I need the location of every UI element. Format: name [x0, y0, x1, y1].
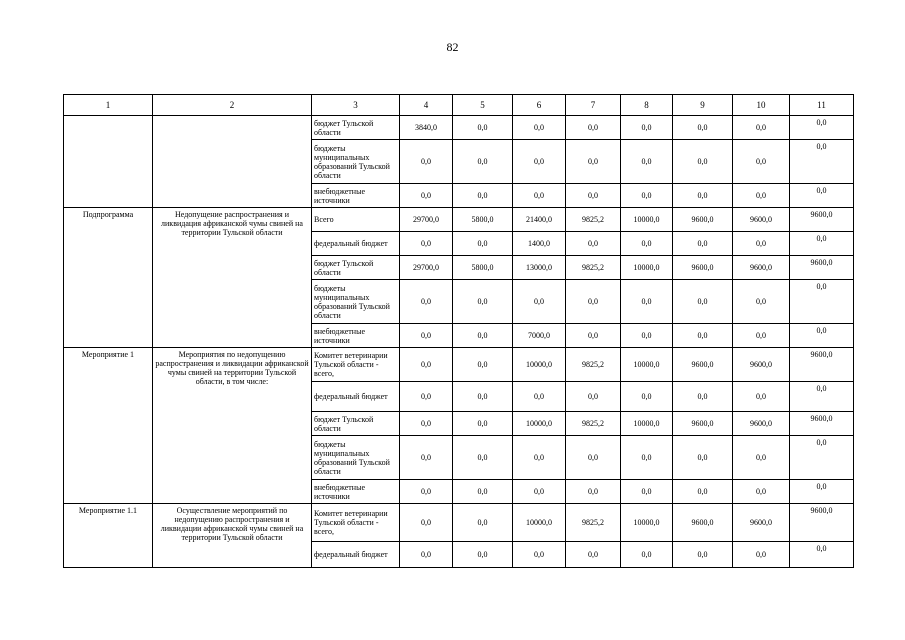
value-cell: 9600,0: [733, 412, 790, 436]
column-header: 1: [64, 95, 153, 116]
value-cell: 0,0: [790, 280, 854, 324]
value-cell: 10000,0: [621, 348, 673, 382]
value-cell: 0,0: [621, 324, 673, 348]
value-cell: 9825,2: [566, 504, 621, 542]
value-cell: 9600,0: [733, 348, 790, 382]
funding-source: внебюджетные источники: [312, 324, 400, 348]
value-cell: 0,0: [513, 184, 566, 208]
value-cell: 7000,0: [513, 324, 566, 348]
column-header: 3: [312, 95, 400, 116]
value-cell: 9600,0: [790, 348, 854, 382]
value-cell: 0,0: [453, 542, 513, 568]
header-row: [64, 95, 854, 116]
row-group-description: Мероприятия по недопущению распространения и ликвидации африканской чумы свиней на территории Тульской области, в том числе:: [153, 348, 312, 504]
value-cell: 9600,0: [790, 256, 854, 280]
value-cell: 0,0: [733, 436, 790, 480]
value-cell: 9600,0: [790, 504, 854, 542]
value-cell: 0,0: [673, 382, 733, 412]
column-header: 10: [733, 95, 790, 116]
column-header: 4: [400, 95, 453, 116]
row-group-label: Подпрограмма: [64, 208, 153, 348]
funding-source: бюджет Тульской области: [312, 412, 400, 436]
value-cell: 0,0: [400, 280, 453, 324]
value-cell: 9825,2: [566, 348, 621, 382]
row-group-label: [64, 116, 153, 208]
value-cell: 0,0: [453, 116, 513, 140]
value-cell: 0,0: [400, 348, 453, 382]
value-cell: 5800,0: [453, 208, 513, 232]
value-cell: 0,0: [566, 280, 621, 324]
value-cell: 0,0: [790, 184, 854, 208]
table-row: [64, 208, 854, 232]
value-cell: 0,0: [566, 436, 621, 480]
value-cell: 0,0: [513, 382, 566, 412]
value-cell: 29700,0: [400, 208, 453, 232]
value-cell: 0,0: [790, 140, 854, 184]
row-group-label: Мероприятие 1.1: [64, 504, 153, 568]
value-cell: 0,0: [566, 184, 621, 208]
funding-source: Комитет ветеринарии Тульской области - всего,: [312, 348, 400, 382]
value-cell: 9600,0: [673, 208, 733, 232]
value-cell: 0,0: [400, 542, 453, 568]
value-cell: 0,0: [513, 140, 566, 184]
value-cell: 0,0: [513, 280, 566, 324]
value-cell: 0,0: [790, 542, 854, 568]
table-row: [64, 504, 854, 542]
row-group-description: [153, 116, 312, 208]
funding-source: бюджеты муниципальных образований Тульской области: [312, 140, 400, 184]
value-cell: 0,0: [733, 232, 790, 256]
value-cell: 0,0: [673, 324, 733, 348]
column-header: 7: [566, 95, 621, 116]
column-header: 9: [673, 95, 733, 116]
value-cell: 0,0: [673, 436, 733, 480]
value-cell: 9825,2: [566, 256, 621, 280]
value-cell: 9825,2: [566, 412, 621, 436]
value-cell: 0,0: [733, 140, 790, 184]
value-cell: 0,0: [621, 232, 673, 256]
value-cell: 0,0: [566, 480, 621, 504]
value-cell: 13000,0: [513, 256, 566, 280]
value-cell: 0,0: [790, 382, 854, 412]
value-cell: 0,0: [453, 480, 513, 504]
value-cell: 0,0: [621, 280, 673, 324]
value-cell: 0,0: [453, 436, 513, 480]
column-header: 8: [621, 95, 673, 116]
value-cell: 9600,0: [673, 348, 733, 382]
value-cell: 10000,0: [621, 504, 673, 542]
table-row: [64, 116, 854, 140]
column-header: 11: [790, 95, 854, 116]
value-cell: 3840,0: [400, 116, 453, 140]
value-cell: 0,0: [400, 184, 453, 208]
table-row: [64, 348, 854, 382]
value-cell: 10000,0: [513, 504, 566, 542]
value-cell: 0,0: [790, 480, 854, 504]
value-cell: 0,0: [621, 542, 673, 568]
value-cell: 0,0: [453, 324, 513, 348]
funding-source: федеральный бюджет: [312, 382, 400, 412]
budget-table: [63, 94, 854, 568]
value-cell: 0,0: [453, 232, 513, 256]
value-cell: 0,0: [566, 382, 621, 412]
value-cell: 0,0: [790, 116, 854, 140]
value-cell: 9600,0: [673, 256, 733, 280]
value-cell: 10000,0: [513, 348, 566, 382]
row-group-description: Недопущение распространения и ликвидация африканской чумы свиней на территории Тульской области: [153, 208, 312, 348]
value-cell: 21400,0: [513, 208, 566, 232]
value-cell: 9600,0: [790, 208, 854, 232]
funding-source: бюджеты муниципальных образований Тульской области: [312, 280, 400, 324]
value-cell: 0,0: [566, 140, 621, 184]
value-cell: 10000,0: [621, 412, 673, 436]
funding-source: Всего: [312, 208, 400, 232]
column-header: 5: [453, 95, 513, 116]
column-header: 6: [513, 95, 566, 116]
value-cell: 9600,0: [673, 412, 733, 436]
value-cell: 0,0: [453, 412, 513, 436]
value-cell: 0,0: [400, 504, 453, 542]
value-cell: 0,0: [673, 232, 733, 256]
value-cell: 9600,0: [733, 256, 790, 280]
value-cell: 0,0: [733, 116, 790, 140]
value-cell: 0,0: [513, 116, 566, 140]
value-cell: 0,0: [673, 140, 733, 184]
value-cell: 0,0: [400, 232, 453, 256]
value-cell: 0,0: [673, 116, 733, 140]
value-cell: 9825,2: [566, 208, 621, 232]
value-cell: 0,0: [513, 542, 566, 568]
value-cell: 0,0: [621, 382, 673, 412]
value-cell: 10000,0: [621, 256, 673, 280]
page-number: 82: [446, 40, 459, 54]
row-group-label: Мероприятие 1: [64, 348, 153, 504]
value-cell: 29700,0: [400, 256, 453, 280]
value-cell: 9600,0: [733, 504, 790, 542]
column-header: 2: [153, 95, 312, 116]
funding-source: федеральный бюджет: [312, 232, 400, 256]
funding-source: внебюджетные источники: [312, 480, 400, 504]
value-cell: 0,0: [400, 412, 453, 436]
value-cell: 5800,0: [453, 256, 513, 280]
value-cell: 0,0: [733, 280, 790, 324]
value-cell: 0,0: [621, 140, 673, 184]
funding-source: федеральный бюджет: [312, 542, 400, 568]
value-cell: 0,0: [673, 184, 733, 208]
value-cell: 10000,0: [513, 412, 566, 436]
value-cell: 0,0: [400, 480, 453, 504]
value-cell: 0,0: [400, 324, 453, 348]
value-cell: 10000,0: [621, 208, 673, 232]
value-cell: 0,0: [673, 280, 733, 324]
value-cell: 0,0: [733, 184, 790, 208]
value-cell: 0,0: [621, 436, 673, 480]
value-cell: 0,0: [513, 480, 566, 504]
value-cell: 0,0: [453, 140, 513, 184]
value-cell: 1400,0: [513, 232, 566, 256]
value-cell: 0,0: [566, 232, 621, 256]
funding-source: бюджет Тульской области: [312, 116, 400, 140]
value-cell: 0,0: [400, 382, 453, 412]
value-cell: 9600,0: [673, 504, 733, 542]
value-cell: 0,0: [733, 324, 790, 348]
value-cell: 0,0: [673, 542, 733, 568]
value-cell: 0,0: [400, 140, 453, 184]
value-cell: 0,0: [673, 480, 733, 504]
value-cell: 0,0: [453, 504, 513, 542]
value-cell: 0,0: [790, 232, 854, 256]
funding-source: бюджет Тульской области: [312, 256, 400, 280]
value-cell: 0,0: [400, 436, 453, 480]
value-cell: 0,0: [453, 348, 513, 382]
value-cell: 0,0: [621, 184, 673, 208]
value-cell: 9600,0: [733, 208, 790, 232]
value-cell: 0,0: [453, 280, 513, 324]
funding-source: Комитет ветеринарии Тульской области - всего,: [312, 504, 400, 542]
value-cell: 0,0: [790, 324, 854, 348]
value-cell: 0,0: [621, 480, 673, 504]
value-cell: 0,0: [566, 116, 621, 140]
value-cell: 0,0: [513, 436, 566, 480]
value-cell: 0,0: [621, 116, 673, 140]
funding-source: бюджеты муниципальных образований Тульской области: [312, 436, 400, 480]
row-group-description: Осуществление мероприятий по недопущению распространения и ликвидации африканской чумы свиней на территории Тульской области: [153, 504, 312, 568]
value-cell: 0,0: [790, 436, 854, 480]
funding-source: внебюджетные источники: [312, 184, 400, 208]
value-cell: 0,0: [733, 542, 790, 568]
value-cell: 0,0: [453, 382, 513, 412]
value-cell: 0,0: [566, 324, 621, 348]
value-cell: 0,0: [733, 480, 790, 504]
value-cell: 0,0: [566, 542, 621, 568]
value-cell: 0,0: [733, 382, 790, 412]
value-cell: 0,0: [453, 184, 513, 208]
value-cell: 9600,0: [790, 412, 854, 436]
